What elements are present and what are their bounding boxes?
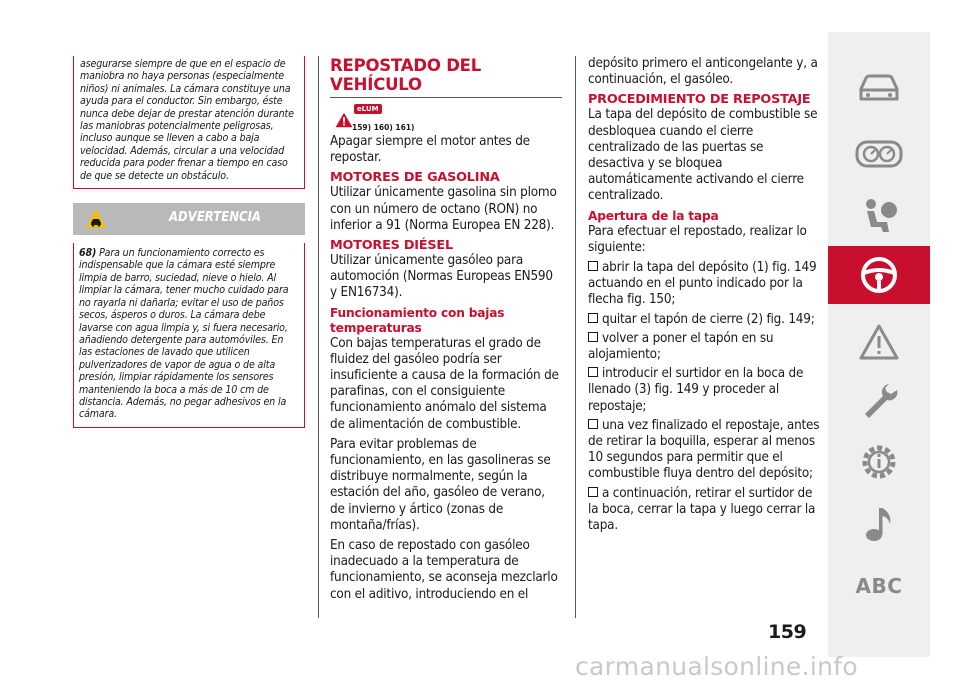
steering-wheel-icon <box>859 255 899 295</box>
apertura-text: Para efectuar el repostado, realizar lo siguiente: <box>588 223 807 255</box>
checkbox-bullet-icon <box>588 487 598 497</box>
list-item: quitar el tapón de cierre (2) fig. 149; <box>588 312 820 328</box>
list-item: una vez finalizado el repostaje, antes de retirar la boquilla, esperar al menos 10 segundos para permitir que el combustible fluya dentro del depósito; <box>588 417 820 482</box>
warning-paragraph <box>79 247 299 421</box>
checkbox-bullet-icon <box>588 261 598 271</box>
warning-box <box>73 243 305 428</box>
car-icon <box>857 71 901 105</box>
nav-car[interactable] <box>828 60 930 116</box>
left-column <box>73 56 305 428</box>
bajas-text-2: Para evitar problemas de funcionamiento, en las gasolineras se distribuye normalmente, según la estación del año, gasóleo de verano, de invierno y ártico (zonas de montaña/frías). <box>330 436 551 533</box>
heading-procedimiento: PROCEDIMIENTO DE REPOSTAJE <box>588 92 811 108</box>
heading-diesel: MOTORES DIÉSEL <box>330 238 453 254</box>
nav-safety[interactable] <box>828 188 930 244</box>
column-divider <box>318 56 319 618</box>
wrench-icon <box>859 380 899 420</box>
warning-header <box>73 203 305 235</box>
continuation-text: depósito primero el anticongelante y, a continuación, el gasóleo. <box>588 56 818 88</box>
page-number: 159 <box>768 621 807 643</box>
chapter-sidebar <box>828 32 930 657</box>
note-references: 159) 160) 161) <box>352 123 415 132</box>
gasolina-text: Utilizar únicamente gasolina sin plomo con un número de octano (RON) no inferior a 91 (Norma Europea EN 228). <box>330 185 557 233</box>
nav-emergency[interactable] <box>828 314 930 370</box>
heading-gasolina: MOTORES DE GASOLINA <box>330 170 500 186</box>
note-text: asegurarse siempre de que en el espacio de maniobra no haya personas (especialmente niños) ni animales. La cámara constituye una ayuda para el conductor. Sin embargo, éste nunca debe dejar de prestar atención durante las maniobras potencialmente peligrosas, incluso aunque se lleven a cabo a baja velocidad. Además, circular a una velocidad reducida para poder frenar a tiempo en caso de que se detecte un obstáculo. <box>80 58 294 182</box>
heading-bajas-temperaturas: Funcionamiento con bajas temperaturas <box>330 305 505 335</box>
checkbox-bullet-icon <box>588 367 598 377</box>
nav-driving[interactable] <box>828 246 930 304</box>
airbag-seat-icon <box>859 196 899 236</box>
middle-column <box>330 56 562 607</box>
music-note-icon <box>862 504 896 544</box>
warning-title: ADVERTENCIA <box>169 210 261 226</box>
abc-index-label: ABC <box>855 574 903 598</box>
warning-text: Para un funcionamiento correcto es indispensable que la cámara esté siempre limpia de barro, suciedad, nieve o hielo. Al limpiar la cámara, tener mucho cuidado para no rayarla ni dañarla; evitar el uso de paños secos, ásperos o duros. La cámara debe lavarse con agua limpia y, si fuera necesario, añadiendo detergente para automóviles. En las estaciones de lavado que utilicen pulverizadores de vapor de agua o de alta presión, limpiar rápidamente los sensores manteniendo la boca a más de 10 cm de distancia. Además, no pegar adhesivos en la cámara. <box>79 247 289 421</box>
warning-triangle-icon <box>858 323 900 361</box>
warning-number: 68) <box>79 247 97 260</box>
warning-triangle-icon <box>335 112 353 128</box>
list-item: introducir el surtidor en la boca de llenado (3) fig. 149 y proceder al repostaje; <box>588 366 804 414</box>
car-skid-warning-icon <box>85 208 107 230</box>
procedimiento-text: La tapa del depósito de combustible se desbloquea cuando el cierre centralizado de las puertas se desactiva y se bloquea automáticamente activando el cierre centralizado. <box>588 107 818 204</box>
dashboard-gauges-icon <box>855 138 903 170</box>
intro-text: Apagar siempre el motor antes de repostar. <box>330 134 530 166</box>
checkbox-bullet-icon <box>588 313 598 323</box>
right-column <box>588 56 820 537</box>
checkbox-bullet-icon <box>588 419 598 429</box>
elum-badge: eLUM <box>354 104 382 114</box>
nav-technical-data[interactable] <box>828 434 930 490</box>
bajas-text-3: En caso de repostado con gasóleo inadecuado a la temperatura de funcionamiento, se aconseja mezclarlo con el aditivo, introduciendo en el <box>330 538 558 602</box>
list-item: a continuación, retirar el surtidor de la boca, cerrar la tapa y luego cerrar la tapa. <box>588 485 816 534</box>
section-title: REPOSTADO DEL VEHÍCULO <box>330 56 562 98</box>
nav-index[interactable] <box>828 558 930 614</box>
nav-multimedia[interactable] <box>828 496 930 552</box>
nav-maintenance[interactable] <box>828 372 930 428</box>
note-box <box>73 56 305 189</box>
watermark: carmanualsonline.info <box>575 652 858 681</box>
diesel-text: Utilizar únicamente gasóleo para automoción (Normas Europeas EN590 y EN16734). <box>330 253 553 301</box>
checkbox-bullet-icon <box>588 332 598 342</box>
list-item: abrir la tapa del depósito (1) fig. 149 actuando en el punto indicado por la flecha fig. 150; <box>588 260 817 308</box>
bajas-text-1: Con bajas temperaturas el grado de fluidez del gasóleo podría ser insuficiente a causa de la formación de parafinas, con el consiguiente funcionamiento anómalo del sistema de alimentación de combustible. <box>330 335 559 432</box>
list-item: volver a poner el tapón en su alojamiento; <box>588 330 774 363</box>
column-divider <box>575 56 576 618</box>
steps-list <box>588 260 820 534</box>
nav-dashboard[interactable] <box>828 126 930 182</box>
gear-info-icon <box>858 441 900 483</box>
reference-line <box>330 104 562 134</box>
heading-apertura: Apertura de la tapa <box>588 208 719 223</box>
